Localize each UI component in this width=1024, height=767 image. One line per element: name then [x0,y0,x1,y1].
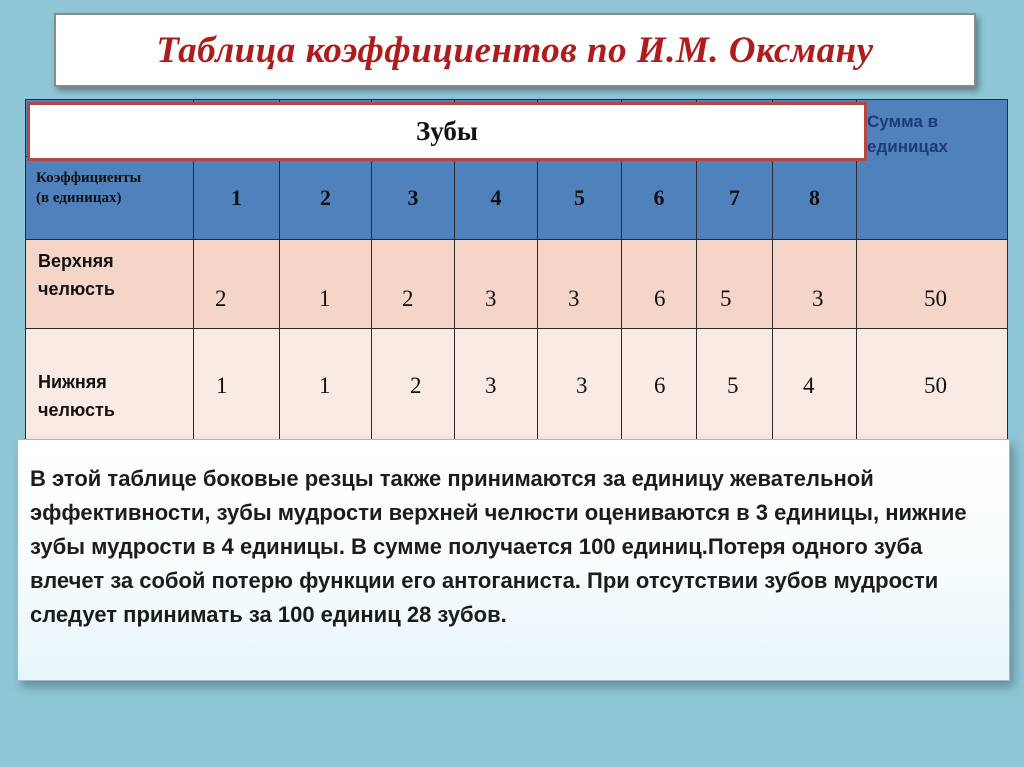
tooth-number-8: 8 [773,157,857,240]
cell-value: 2 [215,286,227,311]
sum-cell [857,240,1008,329]
cell-value: 5 [727,373,739,398]
tooth-number-2: 2 [280,157,372,240]
table-row-upper-jaw [26,240,1008,329]
cell-value: 3 [568,286,580,311]
teeth-header-box: Зубы [27,102,867,161]
tooth-number-7: 7 [697,157,773,240]
table-cell [773,240,857,329]
cell-value: 3 [576,373,588,398]
table-cell [622,240,697,329]
coefficients-label-line2: (в единицах) [36,189,122,206]
row-label-line1: Верхняя [38,251,114,271]
cell-value: 5 [720,286,732,311]
sum-value: 50 [924,286,947,311]
cell-value: 3 [485,373,497,398]
coefficients-label-line1: Коэффициенты [36,170,142,186]
table-cell [697,240,773,329]
cell-value: 3 [485,286,497,311]
slide-title: Таблица коэффициентов по И.М. Оксману [156,29,874,71]
title-banner [54,13,976,87]
cell-value: 2 [402,286,414,311]
table-cell [372,240,455,329]
row-label-line1: Нижняя [38,372,107,392]
sum-value: 50 [924,373,947,398]
explanation-box [17,439,1010,681]
cell-value: 1 [216,373,228,398]
tooth-number-3: 3 [372,157,455,240]
cell-value: 1 [319,373,331,398]
table-cell [194,240,280,329]
sum-header: Сумма в единицах [857,100,1008,240]
cell-value: 4 [803,373,815,398]
row-label-line2: челюсть [38,399,115,420]
cell-value: 2 [410,373,422,398]
row-label-upper-jaw [26,240,194,329]
table-cell [455,240,538,329]
cell-value: 3 [812,286,824,311]
row-label-line2: челюсть [38,278,115,299]
cell-value: 1 [319,286,331,311]
table-cell [280,240,372,329]
tooth-number-1: 1 [194,157,280,240]
cell-value: 6 [654,373,666,398]
tooth-number-4: 4 [455,157,538,240]
tooth-number-5: 5 [538,157,622,240]
explanation-text: В этой таблице боковые резцы также принимаются за единицу жевательной эффективности, зубы мудрости верхней челюсти оцениваются в 3 единицы, нижние зубы мудрости в 4 единицы. В сумме получается 100 единиц.Потеря одного зуба влечет за собой потерю функции его антоганиста. При отсутствии зубов мудрости следует принимать за 100 единиц 28 зубов. [30,466,967,627]
cell-value: 6 [654,286,666,311]
table-cell [538,240,622,329]
tooth-number-6: 6 [622,157,697,240]
coefficients-label [26,157,194,240]
